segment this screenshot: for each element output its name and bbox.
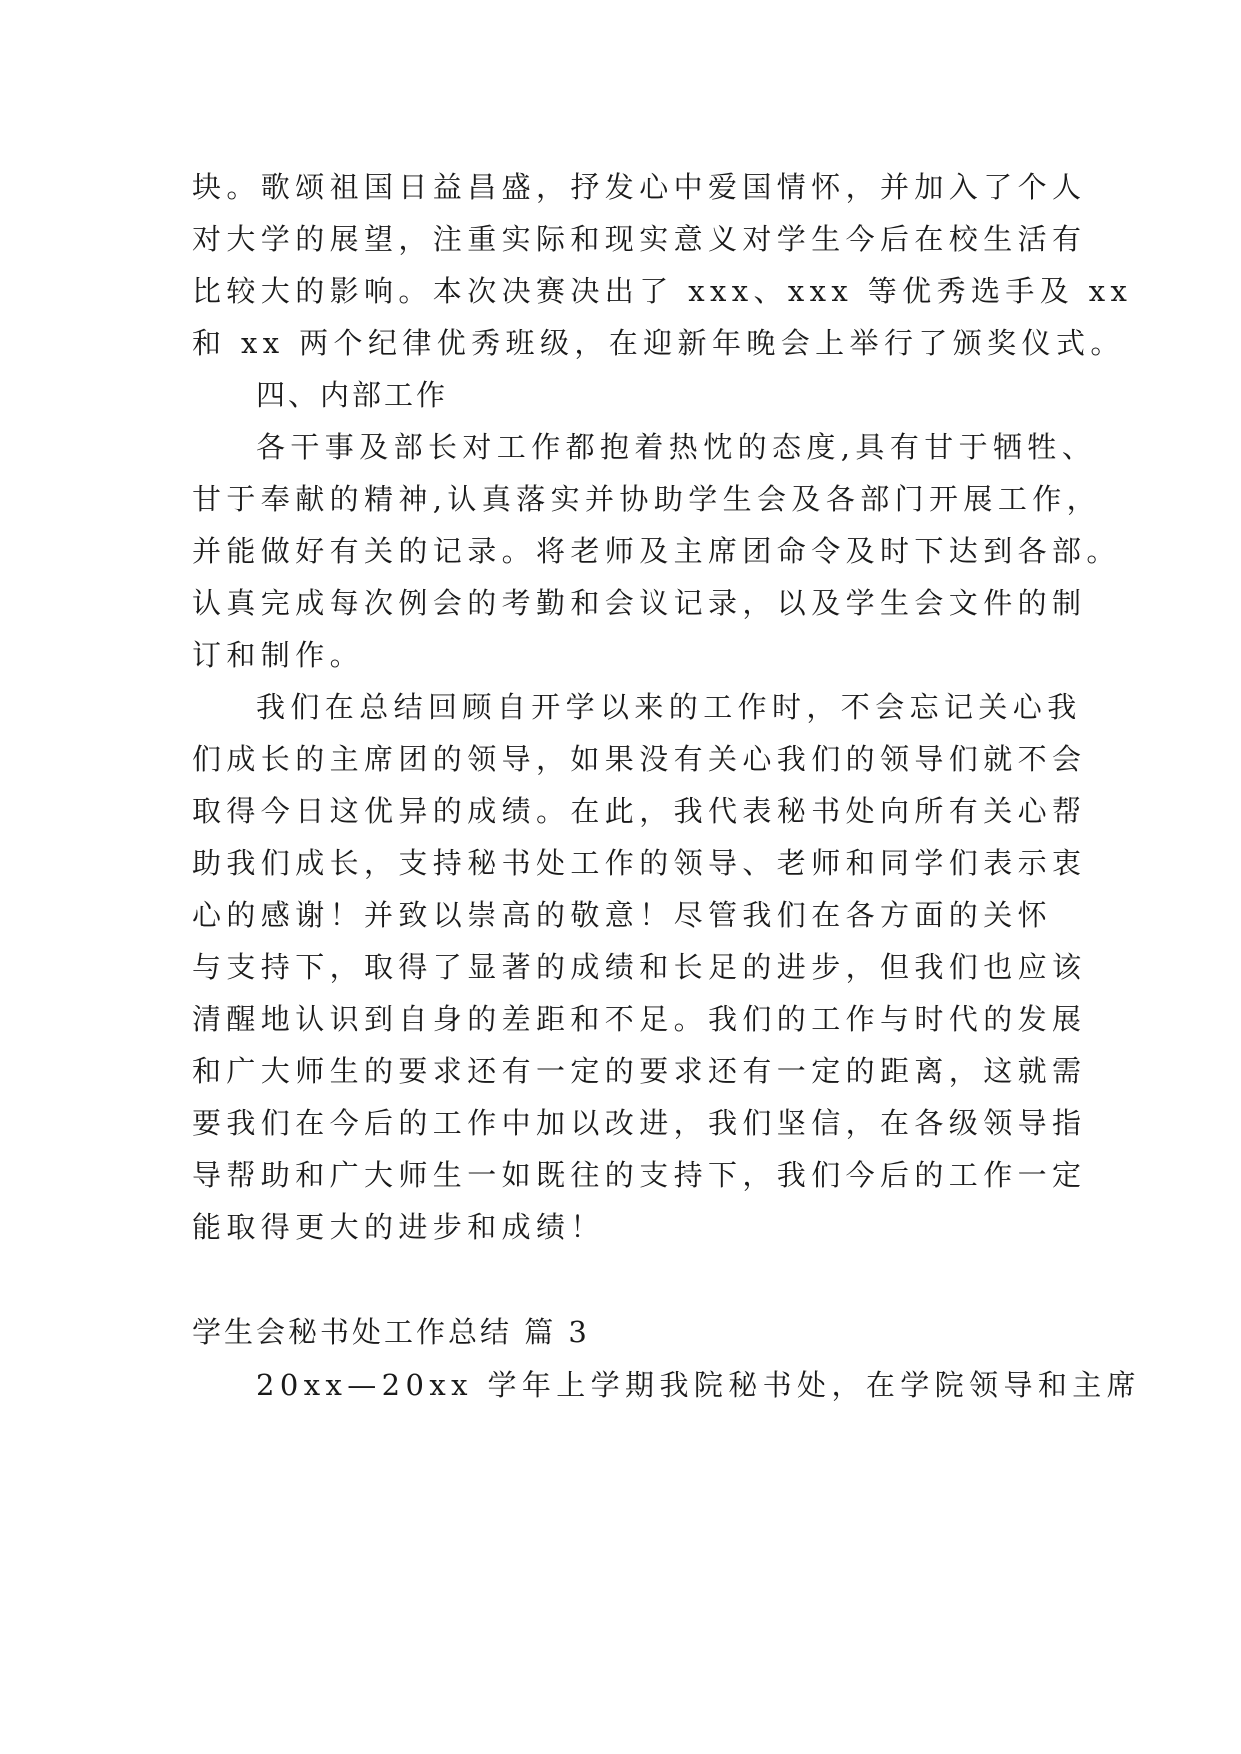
paragraph-1-line-4: 和 xx 两个纪律优秀班级，在迎新年晚会上举行了颁奖仪式。 [192,326,1125,360]
paragraph-2-line-2: 甘于奉献的精神,认真落实并协助学生会及各部门开展工作， [192,482,1102,516]
paragraph-3-line-3: 取得今日这优异的成绩。在此，我代表秘书处向所有关心帮 [192,794,1087,828]
paragraph-3-line-6: 与支持下，取得了显著的成绩和长足的进步，但我们也应该 [192,950,1087,984]
paragraph-3-line-8: 和广大师生的要求还有一定的要求还有一定的距离，这就需 [192,1054,1087,1088]
paragraph-1-line-3: 比较大的影响。本次决赛决出了 xxx、xxx 等优秀选手及 xx [192,274,1133,308]
paragraph-2-line-4: 认真完成每次例会的考勤和会议记录，以及学生会文件的制 [192,586,1087,620]
paragraph-1-line-2: 对大学的展望，注重实际和现实意义对学生今后在校生活有 [192,222,1087,256]
paragraph-4-line-1: 20xx—20xx 学年上学期我院秘书处，在学院领导和主席 [256,1368,1142,1402]
paragraph-3-line-4: 助我们成长，支持秘书处工作的领导、老师和同学们表示衷 [192,846,1087,880]
paragraph-1-line-1: 块。歌颂祖国日益昌盛，抒发心中爱国情怀，并加入了个人 [192,170,1087,204]
paragraph-3-line-5: 心的感谢！并致以崇高的敬意！尽管我们在各方面的关怀 [192,898,1053,932]
paragraph-3-line-1: 我们在总结回顾自开学以来的工作时，不会忘记关心我 [256,690,1082,724]
paragraph-2-line-3: 并能做好有关的记录。将老师及主席团命令及时下达到各部。 [192,534,1121,568]
paragraph-3-line-2: 们成长的主席团的领导，如果没有关心我们的领导们就不会 [192,742,1087,776]
article-title: 学生会秘书处工作总结 篇 3 [192,1315,590,1349]
paragraph-2-line-1: 各干事及部长对工作都抱着热忱的态度,具有甘于牺牲、 [256,430,1097,464]
paragraph-3-line-7: 清醒地认识到自身的差距和不足。我们的工作与时代的发展 [192,1002,1087,1036]
section-heading: 四、内部工作 [256,378,449,412]
paragraph-3-line-11: 能取得更大的进步和成绩！ [192,1210,605,1244]
paragraph-2-line-5: 订和制作。 [192,638,365,672]
paragraph-3-line-10: 导帮助和广大师生一如既往的支持下，我们今后的工作一定 [192,1158,1087,1192]
paragraph-3-line-9: 要我们在今后的工作中加以改进，我们坚信，在各级领导指 [192,1106,1087,1140]
